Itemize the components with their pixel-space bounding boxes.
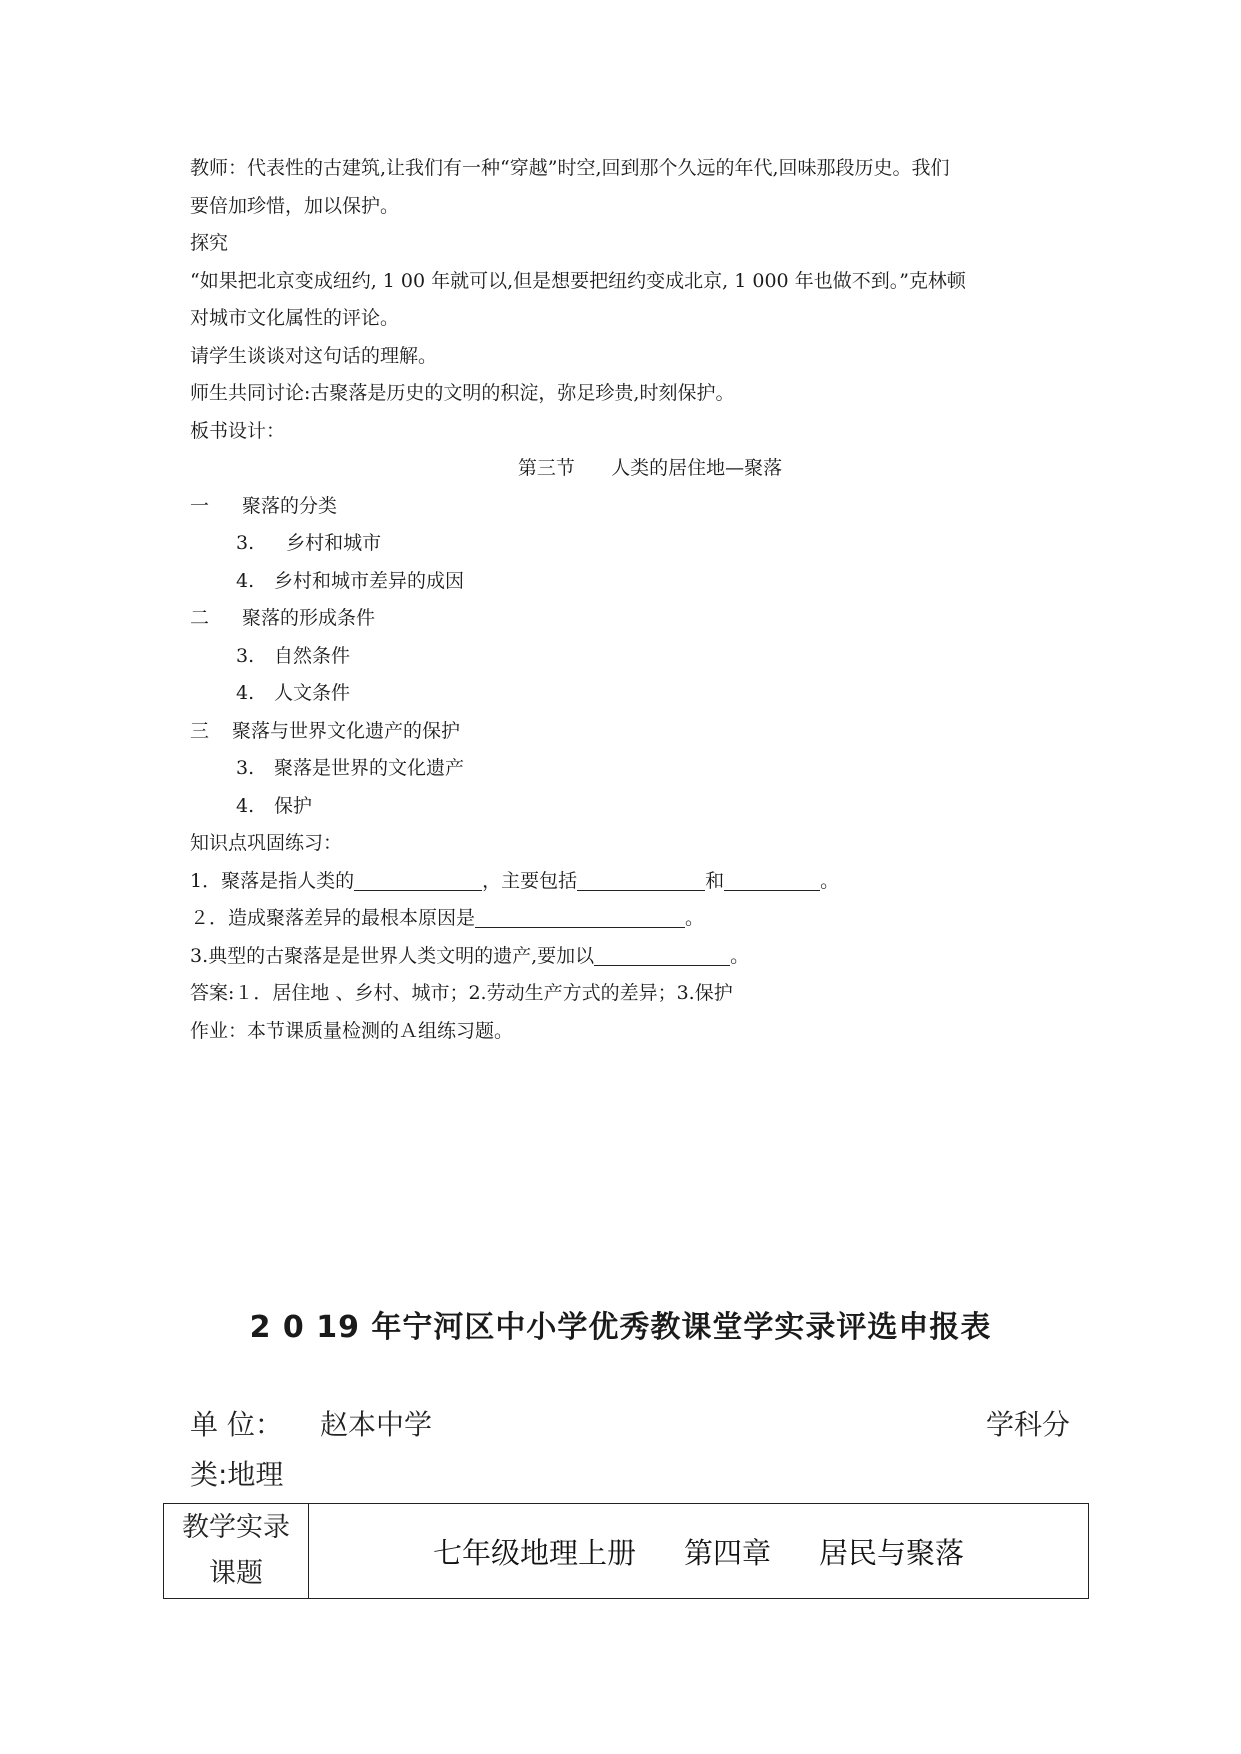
board-label: 板书设计：: [190, 419, 286, 442]
answer-blank: [354, 868, 482, 891]
outline-item-text: 人文条件: [274, 682, 351, 704]
exercise-question-1: [190, 863, 1070, 901]
outline-item-text: 聚落是世界的文化遗产: [274, 757, 465, 779]
homework-line: 作业：本节课质量检测的Ａ组练习题。: [190, 1019, 514, 1042]
row-header-line: 课题: [209, 1558, 263, 1589]
question-text: 。: [820, 869, 840, 892]
question-text: ，主要包括: [482, 869, 578, 892]
outline-section: [190, 600, 1070, 638]
lesson-body: [190, 150, 1070, 1050]
topic-book: 七年级地理上册: [432, 1535, 636, 1570]
outline-section-number: 二: [190, 607, 210, 629]
outline-item-number: 4.: [236, 569, 255, 592]
outline-item: [190, 638, 1070, 676]
board-title-topic: 人类的居住地—聚落: [611, 457, 783, 479]
outline-section-number: 三: [190, 719, 210, 742]
outline-item: [190, 675, 1070, 713]
application-form-table: [163, 1503, 1089, 1599]
outline-item: [190, 525, 1070, 563]
explore-heading: 探究: [190, 232, 229, 254]
topic-title: 居民与聚落: [819, 1535, 965, 1570]
outline-section: [190, 713, 1070, 751]
question-text: 。: [730, 944, 750, 967]
outline-item-text: 乡村和城市差异的成因: [274, 569, 465, 592]
board-title-section: 第三节: [517, 457, 575, 479]
question-text: ２．造成聚落差异的最根本原因是: [190, 907, 476, 929]
teacher-paragraph-line: 要倍加珍惜，加以保护。: [190, 194, 400, 217]
subject-row: 类:地理: [190, 1458, 284, 1491]
outline-section-label: 聚落与世界文化遗产的保护: [232, 719, 461, 742]
outline-item: [190, 750, 1070, 788]
topic-chapter: 第四章: [683, 1535, 771, 1570]
outline-item-text: 自然条件: [274, 644, 351, 667]
exercise-question-3: [190, 938, 1070, 976]
question-text: 和: [705, 869, 725, 892]
answer-blank: [475, 905, 685, 928]
answer-blank: [577, 868, 705, 891]
outline-item-text: 保护: [274, 794, 313, 817]
outline-item-number: 3.: [236, 757, 255, 779]
exercise-question-2: [190, 900, 1070, 938]
quote-line: “如果把北京变成纽约, 1 00 年就可以,但是想要把纽约变成北京, 1 000 年也做不到。”克林顿: [190, 269, 966, 292]
answer-blank: [724, 868, 820, 891]
outline-section-number: 一: [190, 494, 210, 517]
outline-item-text: 乡村和城市: [286, 532, 382, 554]
row-header-line: 教学实录: [182, 1512, 290, 1543]
row-header-cell: [164, 1504, 309, 1599]
outline-section-label: 聚落的分类: [242, 494, 338, 517]
subject-label: 学科分: [985, 1408, 1070, 1441]
unit-row: [190, 1400, 1070, 1450]
topic-cell: [309, 1504, 1089, 1599]
answer-key: 答案:１．居住地 、乡村、城市；2.劳动生产方式的差异；3.保护: [190, 982, 733, 1004]
board-title: [190, 450, 1070, 488]
question-text: 。: [685, 907, 705, 929]
exercises-heading: 知识点巩固练习：: [190, 832, 343, 854]
teacher-paragraph-line: 教师：代表性的古建筑,让我们有一种“穿越”时空,回到那个久远的年代,回味那段历史。我们: [190, 157, 950, 179]
unit-value: 赵本中学: [320, 1408, 433, 1441]
outline-item-number: 3.: [236, 644, 255, 667]
question-text: 3.典型的古聚落是是世界人类文明的遗产,要加以: [190, 944, 595, 967]
outline-item: [190, 788, 1070, 826]
answer-blank: [594, 943, 730, 966]
question-text: 1．聚落是指人类的: [190, 869, 355, 892]
table-row: [164, 1504, 1089, 1599]
form-title: 2 0 19 年宁河区中小学优秀教课堂学实录评选申报表: [249, 1310, 992, 1345]
outline-section-label: 聚落的形成条件: [242, 607, 376, 629]
unit-label: 单 位：: [190, 1408, 283, 1441]
quote-line: 对城市文化属性的评论。: [190, 307, 400, 329]
outline-item-number: 4.: [236, 794, 255, 817]
outline-item-number: 4.: [236, 682, 255, 704]
outline-item-number: 3.: [236, 532, 255, 554]
discuss-line: 师生共同讨论:古聚落是历史的文明的积淀，弥足珍贵,时刻保护。: [190, 382, 735, 404]
outline-section: [190, 488, 1070, 526]
ask-line: 请学生谈谈对这句话的理解。: [190, 344, 438, 367]
outline-item: [190, 563, 1070, 601]
